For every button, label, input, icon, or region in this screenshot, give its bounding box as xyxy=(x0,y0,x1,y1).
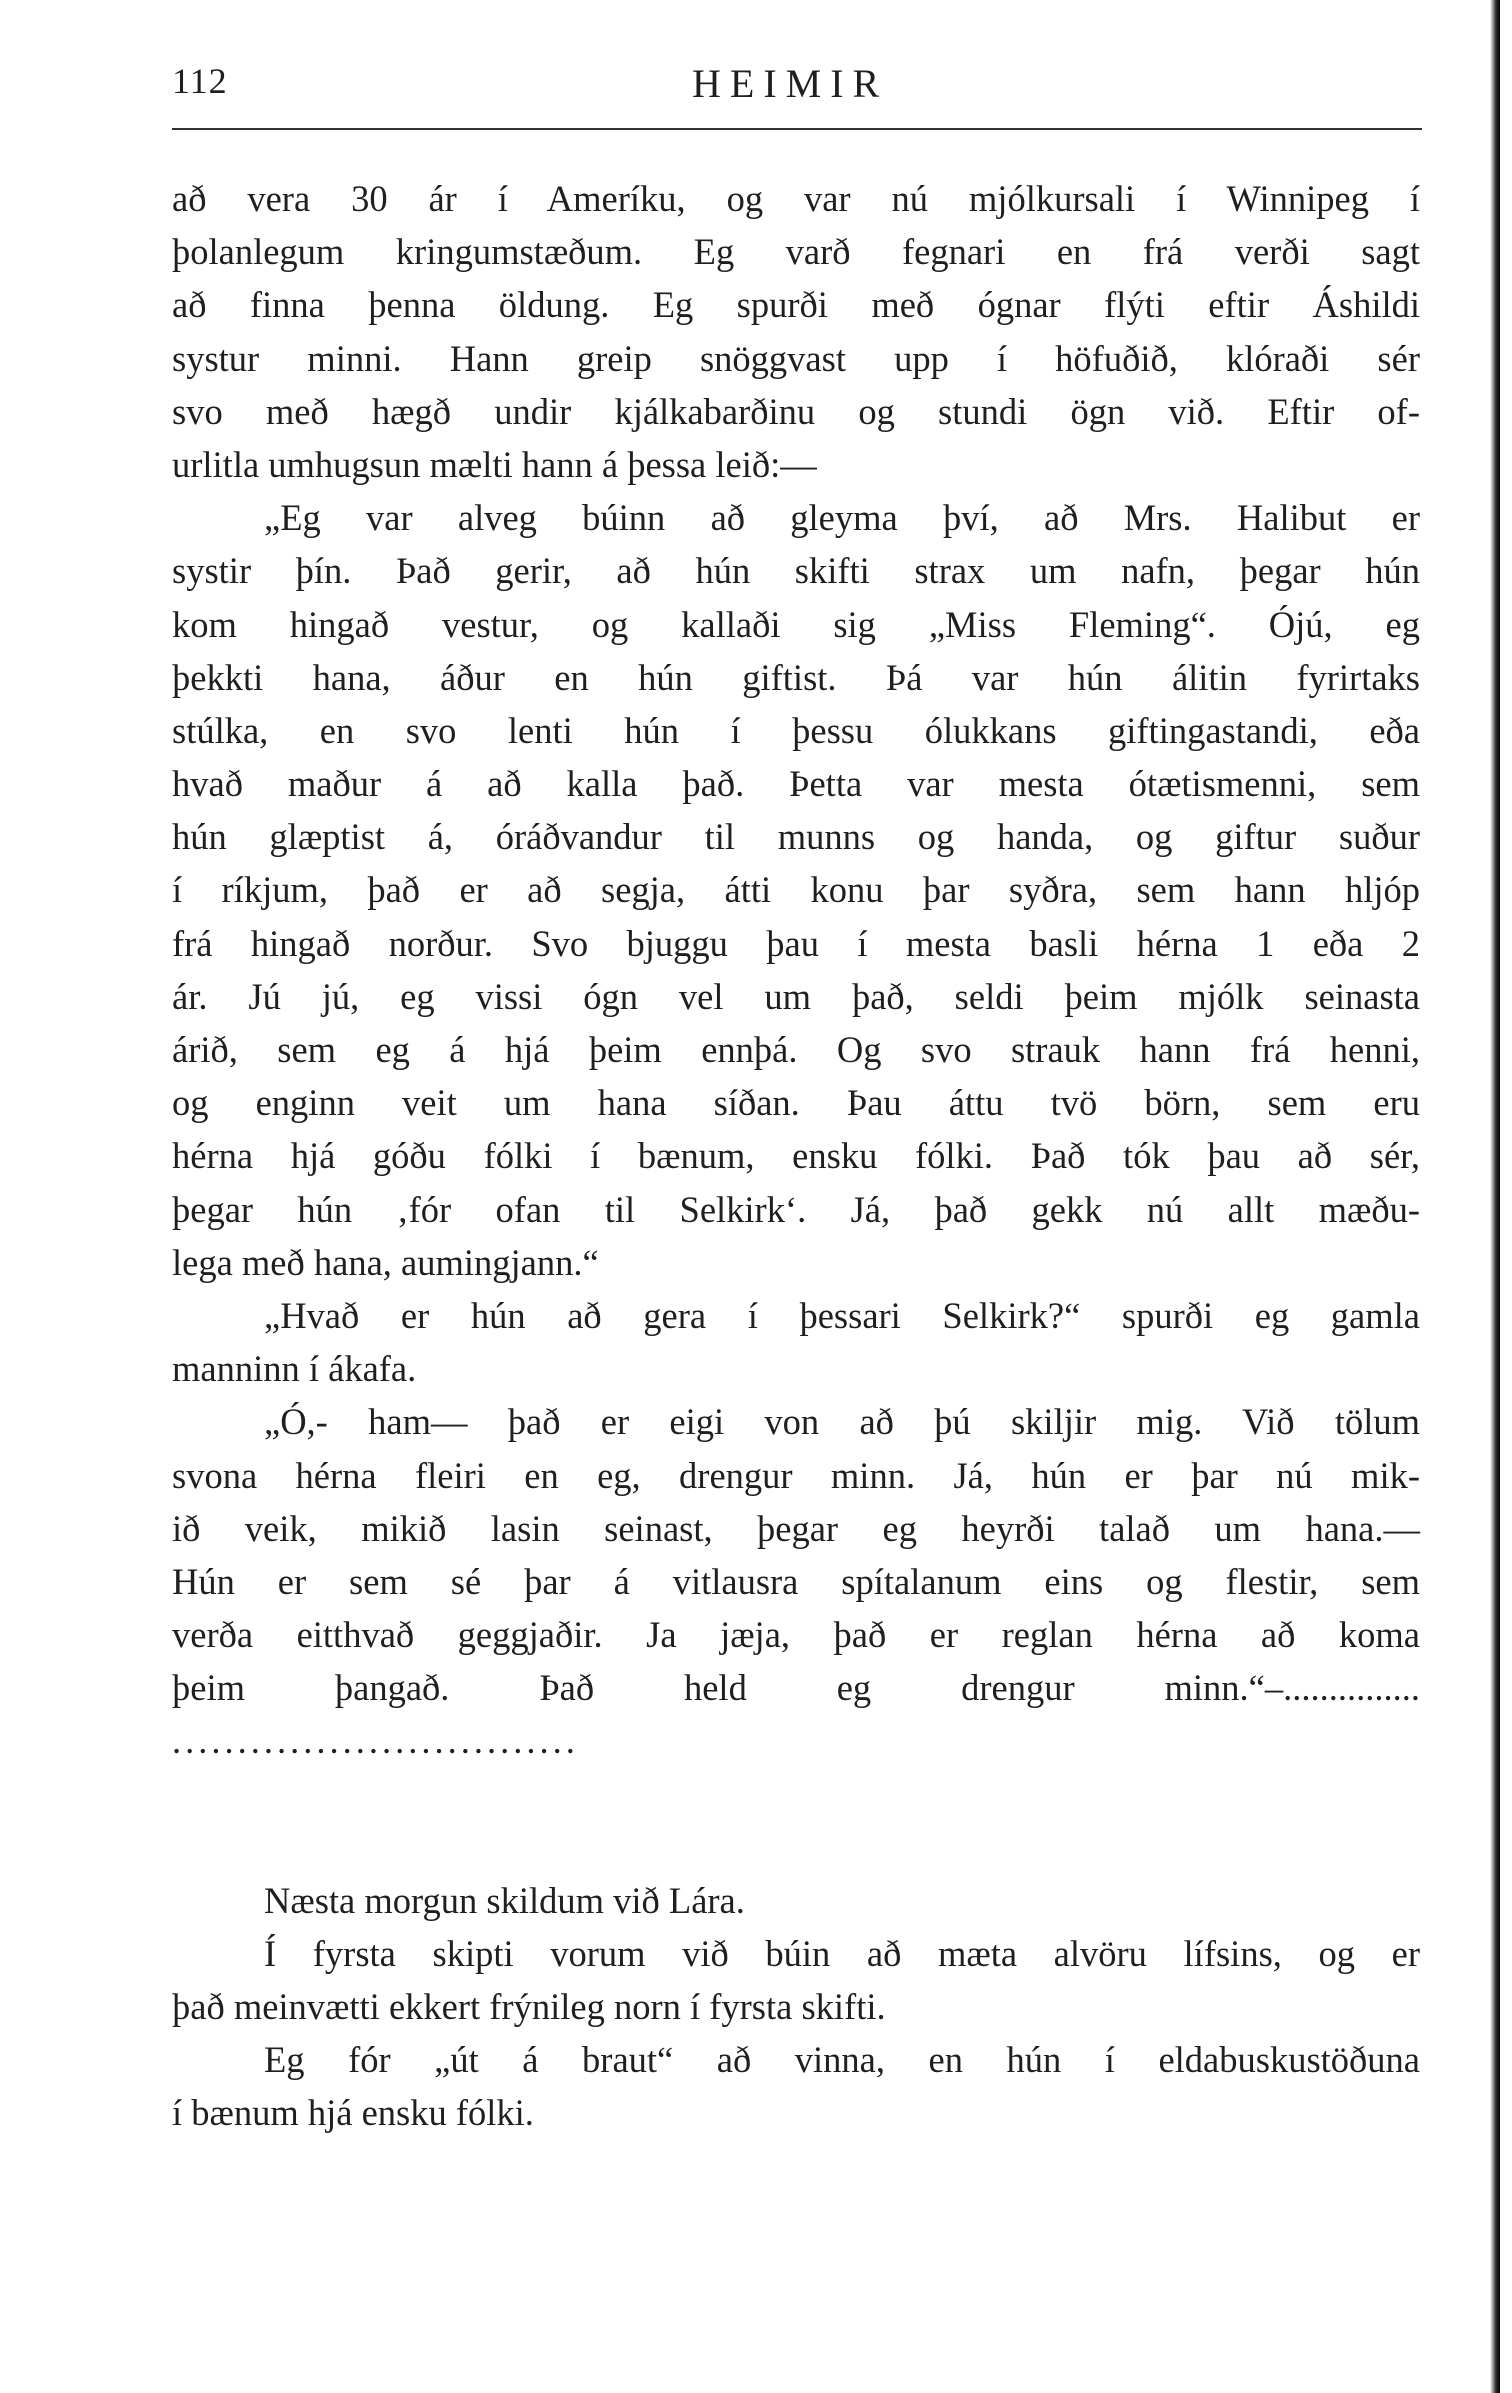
text-line: og enginn veit um hana síðan. Þau áttu tvö börn, sem eru xyxy=(172,1082,1420,1124)
text-line: þegar hún ‚fór ofan til Selkirk‘. Já, það gekk nú allt mæðu- xyxy=(172,1188,1420,1230)
text-line: að finna þenna öldung. Eg spurði með ógnar flýti eftir Áshildi xyxy=(172,284,1420,326)
text-line: stúlka, en svo lenti hún í þessu ólukkans giftingastandi, eða xyxy=(172,709,1420,751)
text-line: svo með hægð undir kjálkabarðinu og stundi ögn við. Eftir of- xyxy=(172,390,1420,432)
text-line: svona hérna fleiri en eg, drengur minn. Já, hún er þar nú mik- xyxy=(172,1454,1420,1496)
text-line: árið, sem eg á hjá þeim ennþá. Og svo strauk hann frá henni, xyxy=(172,1029,1420,1070)
text-line: „Eg var alveg búinn að gleyma því, að Mrs. Halibut er xyxy=(264,497,1420,539)
text-line: í ríkjum, það er að segja, átti konu þar syðra, sem hann hljóp xyxy=(172,869,1420,911)
text-line: að vera 30 ár í Ameríku, og var nú mjólkursali í Winnipeg í xyxy=(172,178,1420,219)
text-line: manninn í ákafa. xyxy=(172,1348,417,1390)
text-line: þekkti hana, áður en hún giftist. Þá var hún álitin fyrirtaks xyxy=(172,656,1420,698)
text-line: „Hvað er hún að gera í þessari Selkirk?“ spurði eg gamla xyxy=(264,1294,1420,1336)
text-line: frá hingað norður. Svo bjuggu þau í mesta basli hérna 1 eða 2 xyxy=(172,922,1420,964)
text-line: kom hingað vestur, og kallaði sig „Miss Fleming“. Ójú, eg xyxy=(172,603,1420,645)
text-line: þolanlegum kringumstæðum. Eg varð fegnari en frá verði sagt xyxy=(172,231,1420,273)
text-line: Næsta morgun skildum við Lára. xyxy=(264,1879,745,1921)
page-edge-shadow xyxy=(1490,0,1500,2393)
text-line: verða eitthvað geggjaðir. Ja jæja, það er reglan hérna að koma xyxy=(172,1614,1420,1656)
text-line: hvað maður á að kalla það. Þetta var mesta ótætismenni, sem xyxy=(172,763,1420,805)
header-rule xyxy=(172,128,1422,130)
text-line: lega með hana, aumingjann.“ xyxy=(172,1241,599,1283)
page-header xyxy=(172,60,1412,120)
text-line: í bænum hjá ensku fólki. xyxy=(172,2092,534,2134)
body-text xyxy=(172,172,1420,2140)
text-line: ár. Jú jú, eg vissi ógn vel um það, seldi þeim mjólk seinasta xyxy=(172,975,1420,1017)
text-line: Hún er sem sé þar á vitlausra spítalanum eins og flestir, sem xyxy=(172,1560,1420,1602)
text-line: það meinvætti ekkert frýnileg norn í fyrsta skifti. xyxy=(172,1986,886,2027)
section-break xyxy=(172,1768,1420,1874)
ellipsis-line: ............................... xyxy=(172,1720,579,1762)
text-line: hún glæptist á, óráðvandur til munns og handa, og giftur suður xyxy=(172,816,1420,858)
text-line: þeim þangað. Það held eg drengur minn.“–............... xyxy=(172,1667,1420,1709)
text-line: „Ó,- ham— það er eigi von að þú skiljir mig. Við tölum xyxy=(264,1401,1420,1443)
text-line: systir þín. Það gerir, að hún skifti strax um nafn, þegar hún xyxy=(172,550,1420,592)
page-number: 112 xyxy=(172,61,228,101)
text-line: systur minni. Hann greip snöggvast upp í höfuðið, klóraði sér xyxy=(172,337,1420,379)
text-line: Eg fór „út á braut“ að vinna, en hún í eldabuskustöðuna xyxy=(264,2039,1420,2081)
running-head: HEIMIR xyxy=(692,61,889,106)
text-line: Í fyrsta skipti vorum við búin að mæta alvöru lífsins, og er xyxy=(264,1932,1420,1974)
text-line: urlitla umhugsun mælti hann á þessa leið:— xyxy=(172,443,817,485)
text-line: hérna hjá góðu fólki í bænum, ensku fólki. Það tók þau að sér, xyxy=(172,1135,1420,1177)
text-line: ið veik, mikið lasin seinast, þegar eg heyrði talað um hana.— xyxy=(172,1507,1420,1549)
